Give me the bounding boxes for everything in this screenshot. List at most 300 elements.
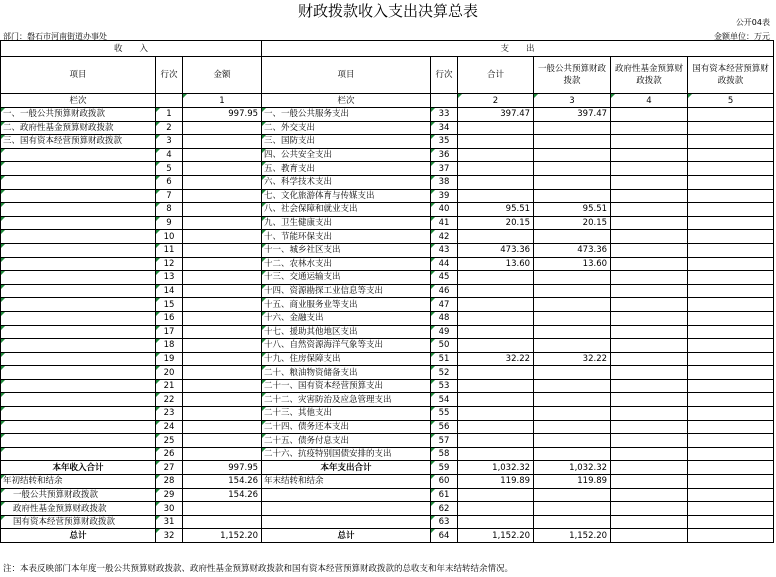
- expense-line-cell: 53: [431, 379, 458, 393]
- expense-item-cell: 十七、援助其他地区支出: [262, 325, 431, 339]
- income-amount-header: 金额: [183, 57, 262, 94]
- income-amount-cell: [183, 339, 262, 353]
- state-capital-amount-cell: [688, 216, 774, 230]
- state-capital-amount-cell: [688, 515, 774, 529]
- income-line-cell: 18: [156, 339, 183, 353]
- income-item-cell: [1, 379, 156, 393]
- expense-line-cell: 64: [431, 529, 458, 543]
- income-amount-cell: 154.26: [183, 488, 262, 502]
- total-amount-cell: [458, 325, 534, 339]
- column-number: 3: [534, 94, 611, 108]
- general-budget-amount-cell: [534, 339, 611, 353]
- income-amount-cell: [183, 162, 262, 176]
- total-amount-cell: [458, 162, 534, 176]
- table-row: [1, 108, 774, 122]
- gov-fund-amount-cell: [611, 175, 688, 189]
- gov-fund-amount-cell: [611, 447, 688, 461]
- total-amount-cell: [458, 284, 534, 298]
- state-capital-amount-cell: [688, 488, 774, 502]
- expense-line-cell: 37: [431, 162, 458, 176]
- column-number: 5: [688, 94, 774, 108]
- table-row: [1, 257, 774, 271]
- department-label: 部门：磐石市河南街道办事处: [3, 32, 107, 41]
- expense-line-cell: 43: [431, 243, 458, 257]
- expense-line-cell: 42: [431, 230, 458, 244]
- gov-fund-amount-cell: [611, 257, 688, 271]
- income-line-cell: 1: [156, 108, 183, 122]
- income-item-cell: [1, 257, 156, 271]
- table-row: [1, 379, 774, 393]
- expense-line-cell: 47: [431, 298, 458, 312]
- income-line-cell: 31: [156, 515, 183, 529]
- income-item-cell: [1, 298, 156, 312]
- general-budget-amount-cell: 13.60: [534, 257, 611, 271]
- income-item-cell: [1, 203, 156, 217]
- income-line-cell: 22: [156, 393, 183, 407]
- income-amount-cell: [183, 311, 262, 325]
- total-amount-cell: [458, 339, 534, 353]
- state-capital-amount-cell: [688, 352, 774, 366]
- expense-item-cell: 八、社会保障和就业支出: [262, 203, 431, 217]
- expense-line-cell: 51: [431, 352, 458, 366]
- gov-fund-amount-cell: [611, 366, 688, 380]
- expense-line-cell: 62: [431, 502, 458, 516]
- gov-fund-amount-cell: [611, 475, 688, 489]
- income-item-cell: [1, 339, 156, 353]
- income-amount-cell: [183, 121, 262, 135]
- table-row: [1, 352, 774, 366]
- income-item-cell: [1, 352, 156, 366]
- income-line-cell: 5: [156, 162, 183, 176]
- state-capital-amount-cell: [688, 175, 774, 189]
- income-line-cell: 6: [156, 175, 183, 189]
- expense-line-cell: 57: [431, 434, 458, 448]
- table-row: [1, 148, 774, 162]
- expense-line-cell: 40: [431, 203, 458, 217]
- income-item-cell: [1, 175, 156, 189]
- income-item-cell: [1, 162, 156, 176]
- income-line-cell: 15: [156, 298, 183, 312]
- table-row: [1, 271, 774, 285]
- gov-fund-amount-cell: [611, 216, 688, 230]
- table-row: [1, 325, 774, 339]
- total-amount-cell: [458, 189, 534, 203]
- income-item-cell: 政府性基金预算财政拨款: [1, 502, 156, 516]
- income-line-cell: 12: [156, 257, 183, 271]
- general-budget-amount-cell: [534, 148, 611, 162]
- state-capital-header: 国有资本经营预算财政拨款: [688, 57, 774, 94]
- gov-fund-amount-cell: [611, 529, 688, 543]
- expense-item-cell: 二十四、债务还本支出: [262, 420, 431, 434]
- income-amount-cell: [183, 502, 262, 516]
- general-budget-amount-cell: [534, 393, 611, 407]
- state-capital-amount-cell: [688, 393, 774, 407]
- income-amount-cell: 1,152.20: [183, 529, 262, 543]
- total-amount-cell: [458, 271, 534, 285]
- income-amount-cell: [183, 284, 262, 298]
- general-budget-header: 一般公共预算财政拨款: [534, 57, 611, 94]
- general-budget-amount-cell: [534, 502, 611, 516]
- gov-fund-amount-cell: [611, 488, 688, 502]
- expense-line-cell: 60: [431, 475, 458, 489]
- expense-line-cell: 39: [431, 189, 458, 203]
- income-line-cell: 17: [156, 325, 183, 339]
- income-item-cell: [1, 271, 156, 285]
- table-row: [1, 175, 774, 189]
- expense-item-cell: 二十一、国有资本经营预算支出: [262, 379, 431, 393]
- expense-item-cell: 总计: [262, 529, 431, 543]
- income-item-cell: [1, 148, 156, 162]
- expense-item-cell: [262, 488, 431, 502]
- total-amount-cell: [458, 121, 534, 135]
- income-amount-cell: [183, 230, 262, 244]
- income-item-cell: [1, 311, 156, 325]
- unit-label: 金额单位：万元: [714, 32, 770, 41]
- total-amount-cell: [458, 515, 534, 529]
- income-amount-cell: [183, 447, 262, 461]
- state-capital-amount-cell: [688, 325, 774, 339]
- income-item-cell: [1, 243, 156, 257]
- income-item-cell: [1, 189, 156, 203]
- income-item-cell: 本年收入合计: [1, 461, 156, 475]
- general-budget-amount-cell: 32.22: [534, 352, 611, 366]
- general-budget-amount-cell: [534, 162, 611, 176]
- income-line-cell: 3: [156, 135, 183, 149]
- form-number: 公开04表: [735, 18, 770, 27]
- income-amount-cell: [183, 216, 262, 230]
- income-line-header: 行次: [156, 57, 183, 94]
- expense-line-cell: 46: [431, 284, 458, 298]
- income-item-cell: 国有资本经营预算财政拨款: [1, 515, 156, 529]
- state-capital-amount-cell: [688, 203, 774, 217]
- income-line-cell: 32: [156, 529, 183, 543]
- expense-line-cell: 63: [431, 515, 458, 529]
- total-amount-cell: [458, 420, 534, 434]
- expense-item-cell: 十四、资源勘探工业信息等支出: [262, 284, 431, 298]
- state-capital-amount-cell: [688, 461, 774, 475]
- general-budget-amount-cell: [534, 325, 611, 339]
- total-amount-cell: 20.15: [458, 216, 534, 230]
- expense-line-cell: 58: [431, 447, 458, 461]
- expense-item-cell: 二、外交支出: [262, 121, 431, 135]
- general-budget-amount-cell: [534, 366, 611, 380]
- general-budget-amount-cell: 473.36: [534, 243, 611, 257]
- expense-line-cell: 36: [431, 148, 458, 162]
- income-line-cell: 16: [156, 311, 183, 325]
- total-amount-cell: 473.36: [458, 243, 534, 257]
- expense-line-cell: 38: [431, 175, 458, 189]
- income-line-cell: 23: [156, 407, 183, 421]
- income-amount-cell: [183, 407, 262, 421]
- income-line-cell: 26: [156, 447, 183, 461]
- state-capital-amount-cell: [688, 434, 774, 448]
- gov-fund-amount-cell: [611, 393, 688, 407]
- state-capital-amount-cell: [688, 502, 774, 516]
- income-item-cell: [1, 284, 156, 298]
- expense-line-cell: 59: [431, 461, 458, 475]
- gov-fund-amount-cell: [611, 325, 688, 339]
- gov-fund-amount-cell: [611, 271, 688, 285]
- expense-line-cell: 45: [431, 271, 458, 285]
- general-budget-amount-cell: 397.47: [534, 108, 611, 122]
- gov-fund-amount-cell: [611, 189, 688, 203]
- income-line-cell: 9: [156, 216, 183, 230]
- total-amount-cell: [458, 379, 534, 393]
- summary-row: [1, 529, 774, 543]
- gov-fund-amount-cell: [611, 121, 688, 135]
- income-item-cell: [1, 434, 156, 448]
- state-capital-amount-cell: [688, 271, 774, 285]
- general-budget-amount-cell: [534, 488, 611, 502]
- table-row: [1, 393, 774, 407]
- general-budget-amount-cell: [534, 379, 611, 393]
- state-capital-amount-cell: [688, 257, 774, 271]
- general-budget-amount-cell: [534, 515, 611, 529]
- general-budget-amount-cell: [534, 407, 611, 421]
- expense-line-cell: 44: [431, 257, 458, 271]
- total-amount-cell: 1,152.20: [458, 529, 534, 543]
- expense-item-cell: 十九、住房保障支出: [262, 352, 431, 366]
- gov-fund-amount-cell: [611, 135, 688, 149]
- column-number-label: 栏次: [1, 94, 156, 108]
- gov-fund-amount-cell: [611, 352, 688, 366]
- income-amount-cell: 997.95: [183, 108, 262, 122]
- expense-line-cell: 48: [431, 311, 458, 325]
- state-capital-amount-cell: [688, 108, 774, 122]
- table-row: [1, 189, 774, 203]
- expense-item-cell: [262, 502, 431, 516]
- income-amount-cell: [183, 379, 262, 393]
- income-item-cell: 二、政府性基金预算财政拨款: [1, 121, 156, 135]
- table-row: [1, 407, 774, 421]
- total-amount-cell: [458, 366, 534, 380]
- general-budget-amount-cell: [534, 230, 611, 244]
- income-item-cell: [1, 407, 156, 421]
- gov-fund-amount-cell: [611, 461, 688, 475]
- expense-item-cell: 二十三、其他支出: [262, 407, 431, 421]
- income-line-cell: 21: [156, 379, 183, 393]
- general-budget-amount-cell: 1,152.20: [534, 529, 611, 543]
- summary-row: [1, 515, 774, 529]
- expense-item-cell: 七、文化旅游体育与传媒支出: [262, 189, 431, 203]
- gov-fund-header: 政府性基金预算财政拨款: [611, 57, 688, 94]
- table-row: [1, 243, 774, 257]
- expense-line-cell: 35: [431, 135, 458, 149]
- income-amount-cell: [183, 189, 262, 203]
- income-line-cell: 20: [156, 366, 183, 380]
- expense-item-cell: 十三、交通运输支出: [262, 271, 431, 285]
- expense-item-cell: 年末结转和结余: [262, 475, 431, 489]
- general-budget-amount-cell: 119.89: [534, 475, 611, 489]
- expense-item-cell: 二十、粮油物资储备支出: [262, 366, 431, 380]
- total-amount-cell: [458, 407, 534, 421]
- income-line-cell: 30: [156, 502, 183, 516]
- state-capital-amount-cell: [688, 135, 774, 149]
- general-budget-amount-cell: 1,032.32: [534, 461, 611, 475]
- column-number-label: 栏次: [262, 94, 431, 108]
- income-line-cell: 2: [156, 121, 183, 135]
- total-amount-cell: [458, 447, 534, 461]
- income-line-cell: 13: [156, 271, 183, 285]
- income-item-cell: [1, 366, 156, 380]
- gov-fund-amount-cell: [611, 230, 688, 244]
- report-title: 财政拨款收入支出决算总表: [297, 2, 478, 20]
- income-amount-cell: [183, 203, 262, 217]
- income-item-cell: 三、国有资本经营预算财政拨款: [1, 135, 156, 149]
- table-row: [1, 121, 774, 135]
- state-capital-amount-cell: [688, 420, 774, 434]
- state-capital-amount-cell: [688, 121, 774, 135]
- income-item-cell: 总计: [1, 529, 156, 543]
- income-amount-cell: [183, 515, 262, 529]
- state-capital-amount-cell: [688, 162, 774, 176]
- expense-item-cell: 三、国防支出: [262, 135, 431, 149]
- income-amount-cell: [183, 393, 262, 407]
- gov-fund-amount-cell: [611, 298, 688, 312]
- state-capital-amount-cell: [688, 447, 774, 461]
- general-budget-amount-cell: [534, 121, 611, 135]
- total-amount-cell: [458, 502, 534, 516]
- expense-item-cell: 一、一般公共服务支出: [262, 108, 431, 122]
- state-capital-amount-cell: [688, 339, 774, 353]
- table-row: [1, 311, 774, 325]
- expense-line-cell: 56: [431, 420, 458, 434]
- expense-line-cell: 61: [431, 488, 458, 502]
- expense-item-cell: 二十五、债务付息支出: [262, 434, 431, 448]
- state-capital-amount-cell: [688, 148, 774, 162]
- table-row: [1, 135, 774, 149]
- income-line-cell: 24: [156, 420, 183, 434]
- total-header: 合计: [458, 57, 534, 94]
- gov-fund-amount-cell: [611, 108, 688, 122]
- total-amount-cell: [458, 298, 534, 312]
- state-capital-amount-cell: [688, 311, 774, 325]
- table-row: [1, 230, 774, 244]
- income-line-cell: 14: [156, 284, 183, 298]
- gov-fund-amount-cell: [611, 148, 688, 162]
- income-item-cell: [1, 216, 156, 230]
- income-amount-cell: [183, 366, 262, 380]
- state-capital-amount-cell: [688, 284, 774, 298]
- income-amount-cell: [183, 257, 262, 271]
- gov-fund-amount-cell: [611, 515, 688, 529]
- expense-item-cell: 五、教育支出: [262, 162, 431, 176]
- total-amount-cell: 397.47: [458, 108, 534, 122]
- state-capital-amount-cell: [688, 243, 774, 257]
- summary-row: [1, 461, 774, 475]
- income-amount-cell: [183, 148, 262, 162]
- column-number: 1: [183, 94, 262, 108]
- income-amount-cell: [183, 135, 262, 149]
- gov-fund-amount-cell: [611, 339, 688, 353]
- table-row: [1, 284, 774, 298]
- income-item-cell: [1, 420, 156, 434]
- total-amount-cell: 1,032.32: [458, 461, 534, 475]
- expense-item-cell: 六、科学技术支出: [262, 175, 431, 189]
- state-capital-amount-cell: [688, 189, 774, 203]
- general-budget-amount-cell: 95.51: [534, 203, 611, 217]
- total-amount-cell: 13.60: [458, 257, 534, 271]
- expense-line-cell: 41: [431, 216, 458, 230]
- table-row: [1, 420, 774, 434]
- state-capital-amount-cell: [688, 475, 774, 489]
- column-number: 4: [611, 94, 688, 108]
- gov-fund-amount-cell: [611, 502, 688, 516]
- income-line-cell: 27: [156, 461, 183, 475]
- table-row: [1, 216, 774, 230]
- table-row: [1, 366, 774, 380]
- general-budget-amount-cell: [534, 447, 611, 461]
- expense-item-cell: 本年支出合计: [262, 461, 431, 475]
- total-amount-cell: [458, 393, 534, 407]
- gov-fund-amount-cell: [611, 407, 688, 421]
- income-item-cell: [1, 325, 156, 339]
- income-amount-cell: [183, 325, 262, 339]
- income-amount-cell: [183, 420, 262, 434]
- expense-item-cell: 十八、自然资源海洋气象等支出: [262, 339, 431, 353]
- expense-item-cell: 九、卫生健康支出: [262, 216, 431, 230]
- state-capital-amount-cell: [688, 407, 774, 421]
- expense-item-cell: 十六、金融支出: [262, 311, 431, 325]
- state-capital-amount-cell: [688, 298, 774, 312]
- total-amount-cell: [458, 434, 534, 448]
- expense-item-cell: 十五、商业服务业等支出: [262, 298, 431, 312]
- income-item-cell: 年初结转和结余: [1, 475, 156, 489]
- income-line-cell: 29: [156, 488, 183, 502]
- general-budget-amount-cell: [534, 271, 611, 285]
- gov-fund-amount-cell: [611, 284, 688, 298]
- footnote: 注：本表反映部门本年度一般公共预算财政拨款、政府性基金预算财政拨款和国有资本经营预算财政拨款的总收支和年末结转结余情况。: [3, 564, 514, 574]
- income-item-cell: [1, 447, 156, 461]
- table-row: [1, 434, 774, 448]
- summary-row: [1, 475, 774, 489]
- expense-line-cell: 49: [431, 325, 458, 339]
- expense-line-cell: 33: [431, 108, 458, 122]
- general-budget-amount-cell: [534, 189, 611, 203]
- gov-fund-amount-cell: [611, 203, 688, 217]
- expense-section-header: 支 出: [262, 41, 774, 57]
- income-line-cell: 28: [156, 475, 183, 489]
- expense-item-cell: 十二、农林水支出: [262, 257, 431, 271]
- expense-line-cell: 55: [431, 407, 458, 421]
- income-amount-cell: 154.26: [183, 475, 262, 489]
- expense-item-cell: [262, 515, 431, 529]
- general-budget-amount-cell: [534, 434, 611, 448]
- state-capital-amount-cell: [688, 529, 774, 543]
- total-amount-cell: [458, 488, 534, 502]
- state-capital-amount-cell: [688, 379, 774, 393]
- total-amount-cell: 95.51: [458, 203, 534, 217]
- income-item-cell: [1, 230, 156, 244]
- table-row: [1, 298, 774, 312]
- income-amount-cell: [183, 243, 262, 257]
- expense-item-cell: 二十二、灾害防治及应急管理支出: [262, 393, 431, 407]
- income-item-cell: [1, 393, 156, 407]
- general-budget-amount-cell: [534, 175, 611, 189]
- gov-fund-amount-cell: [611, 311, 688, 325]
- state-capital-amount-cell: [688, 230, 774, 244]
- gov-fund-amount-cell: [611, 162, 688, 176]
- general-budget-amount-cell: [534, 284, 611, 298]
- income-item-header: 项目: [1, 57, 156, 94]
- gov-fund-amount-cell: [611, 420, 688, 434]
- income-amount-cell: [183, 175, 262, 189]
- income-line-cell: 8: [156, 203, 183, 217]
- total-amount-cell: [458, 175, 534, 189]
- expense-item-cell: 十一、城乡社区支出: [262, 243, 431, 257]
- total-amount-cell: 119.89: [458, 475, 534, 489]
- table-row: [1, 339, 774, 353]
